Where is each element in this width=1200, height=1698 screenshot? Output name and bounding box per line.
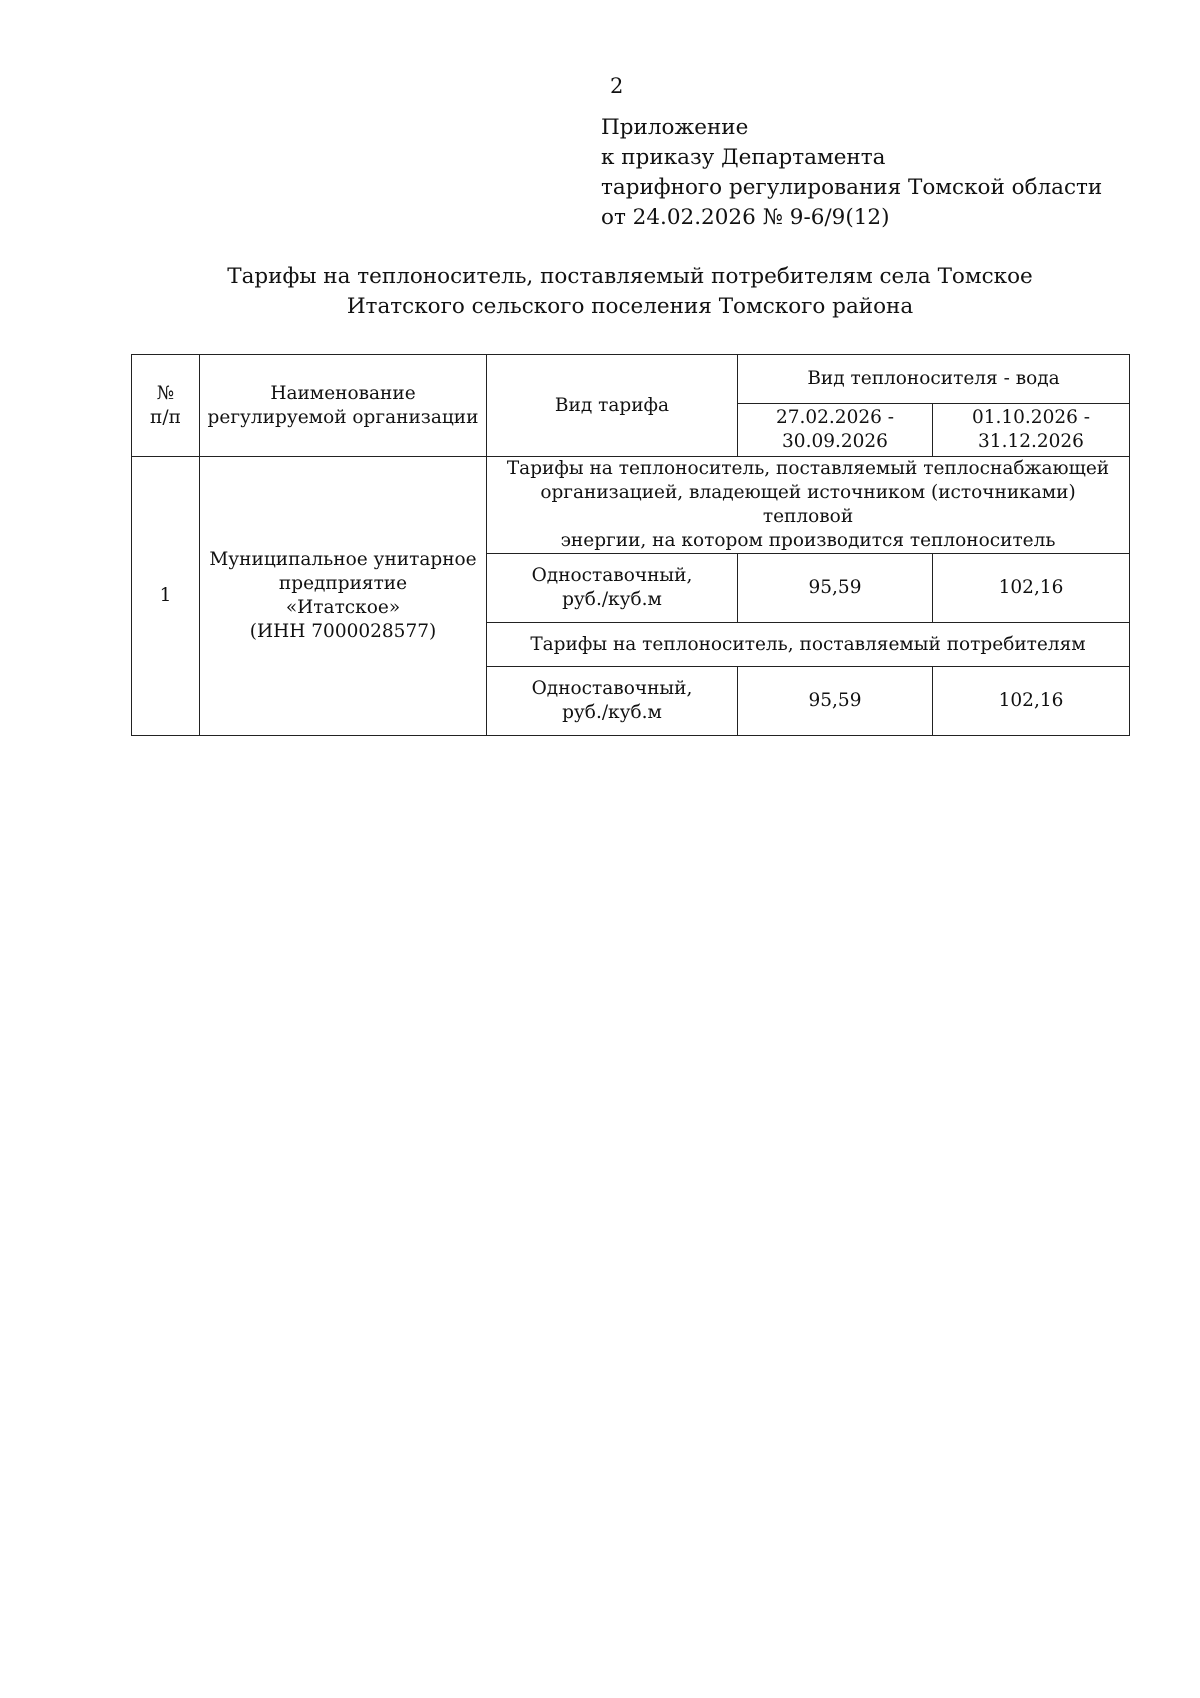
section-title-1 — [487, 457, 1130, 554]
header-period-1 — [738, 404, 933, 457]
header-number-line: № — [156, 382, 175, 404]
tariff-value-period-2: 102,16 — [933, 667, 1130, 736]
tariff-table — [131, 354, 1130, 736]
appendix-line: Приложение — [601, 115, 749, 140]
period-line: 27.02.2026 - — [775, 407, 895, 428]
header-org-line: регулируемой организации — [207, 406, 479, 428]
row-number: 1 — [132, 457, 200, 736]
org-line: «Итатское» — [285, 597, 401, 618]
appendix-line: тарифного регулирования Томской области — [601, 175, 1103, 200]
tariff-value-period-1: 95,59 — [738, 667, 933, 736]
appendix-line: к приказу Департамента — [601, 145, 886, 170]
tariff-value-period-2: 102,16 — [933, 554, 1130, 623]
period-line: 31.12.2026 — [978, 431, 1084, 452]
title-line: Итатского сельского поселения Томского района — [346, 294, 914, 319]
header-number — [132, 355, 200, 457]
document-title — [130, 262, 1130, 322]
title-line: Тарифы на теплоноситель, поставляемый потребителям села Томское — [227, 264, 1033, 289]
table-row — [132, 457, 1130, 554]
header-period-2 — [933, 404, 1130, 457]
section-title-2 — [487, 623, 1130, 667]
appendix-block — [601, 113, 1141, 233]
section-title-line: организацией, владеющей источником (источниками) тепловой — [540, 482, 1076, 527]
row-organization — [200, 457, 487, 736]
table-header-row — [132, 355, 1130, 404]
period-line: 30.09.2026 — [782, 431, 888, 452]
org-line: предприятие — [278, 573, 408, 594]
appendix-line: от 24.02.2026 № 9-6/9(12) — [601, 205, 890, 230]
org-line: (ИНН 7000028577) — [249, 621, 437, 642]
org-line: Муниципальное унитарное — [209, 549, 477, 570]
tariff-type-line: руб./куб.м — [562, 589, 662, 610]
header-org-line: Наименование — [270, 382, 416, 404]
section-title-line: Тарифы на теплоноситель, поставляемый теплоснабжающей — [506, 458, 1110, 479]
period-line: 01.10.2026 - — [971, 407, 1091, 428]
tariff-type-line: руб./куб.м — [562, 702, 662, 723]
section-title-line: энергии, на котором производится теплоноситель — [560, 530, 1056, 551]
tariff-type-cell — [487, 667, 738, 736]
section-title-line: Тарифы на теплоноситель, поставляемый потребителям — [530, 633, 1086, 655]
header-number-line: п/п — [150, 406, 181, 428]
tariff-type-line: Одноставочный, — [531, 678, 693, 699]
header-org-name — [200, 355, 487, 457]
header-tariff-type: Вид тарифа — [487, 355, 738, 457]
page-number: 2 — [610, 74, 624, 98]
tariff-type-line: Одноставочный, — [531, 565, 693, 586]
tariff-type-cell — [487, 554, 738, 623]
tariff-value-period-1: 95,59 — [738, 554, 933, 623]
header-coolant: Вид теплоносителя - вода — [738, 355, 1130, 404]
